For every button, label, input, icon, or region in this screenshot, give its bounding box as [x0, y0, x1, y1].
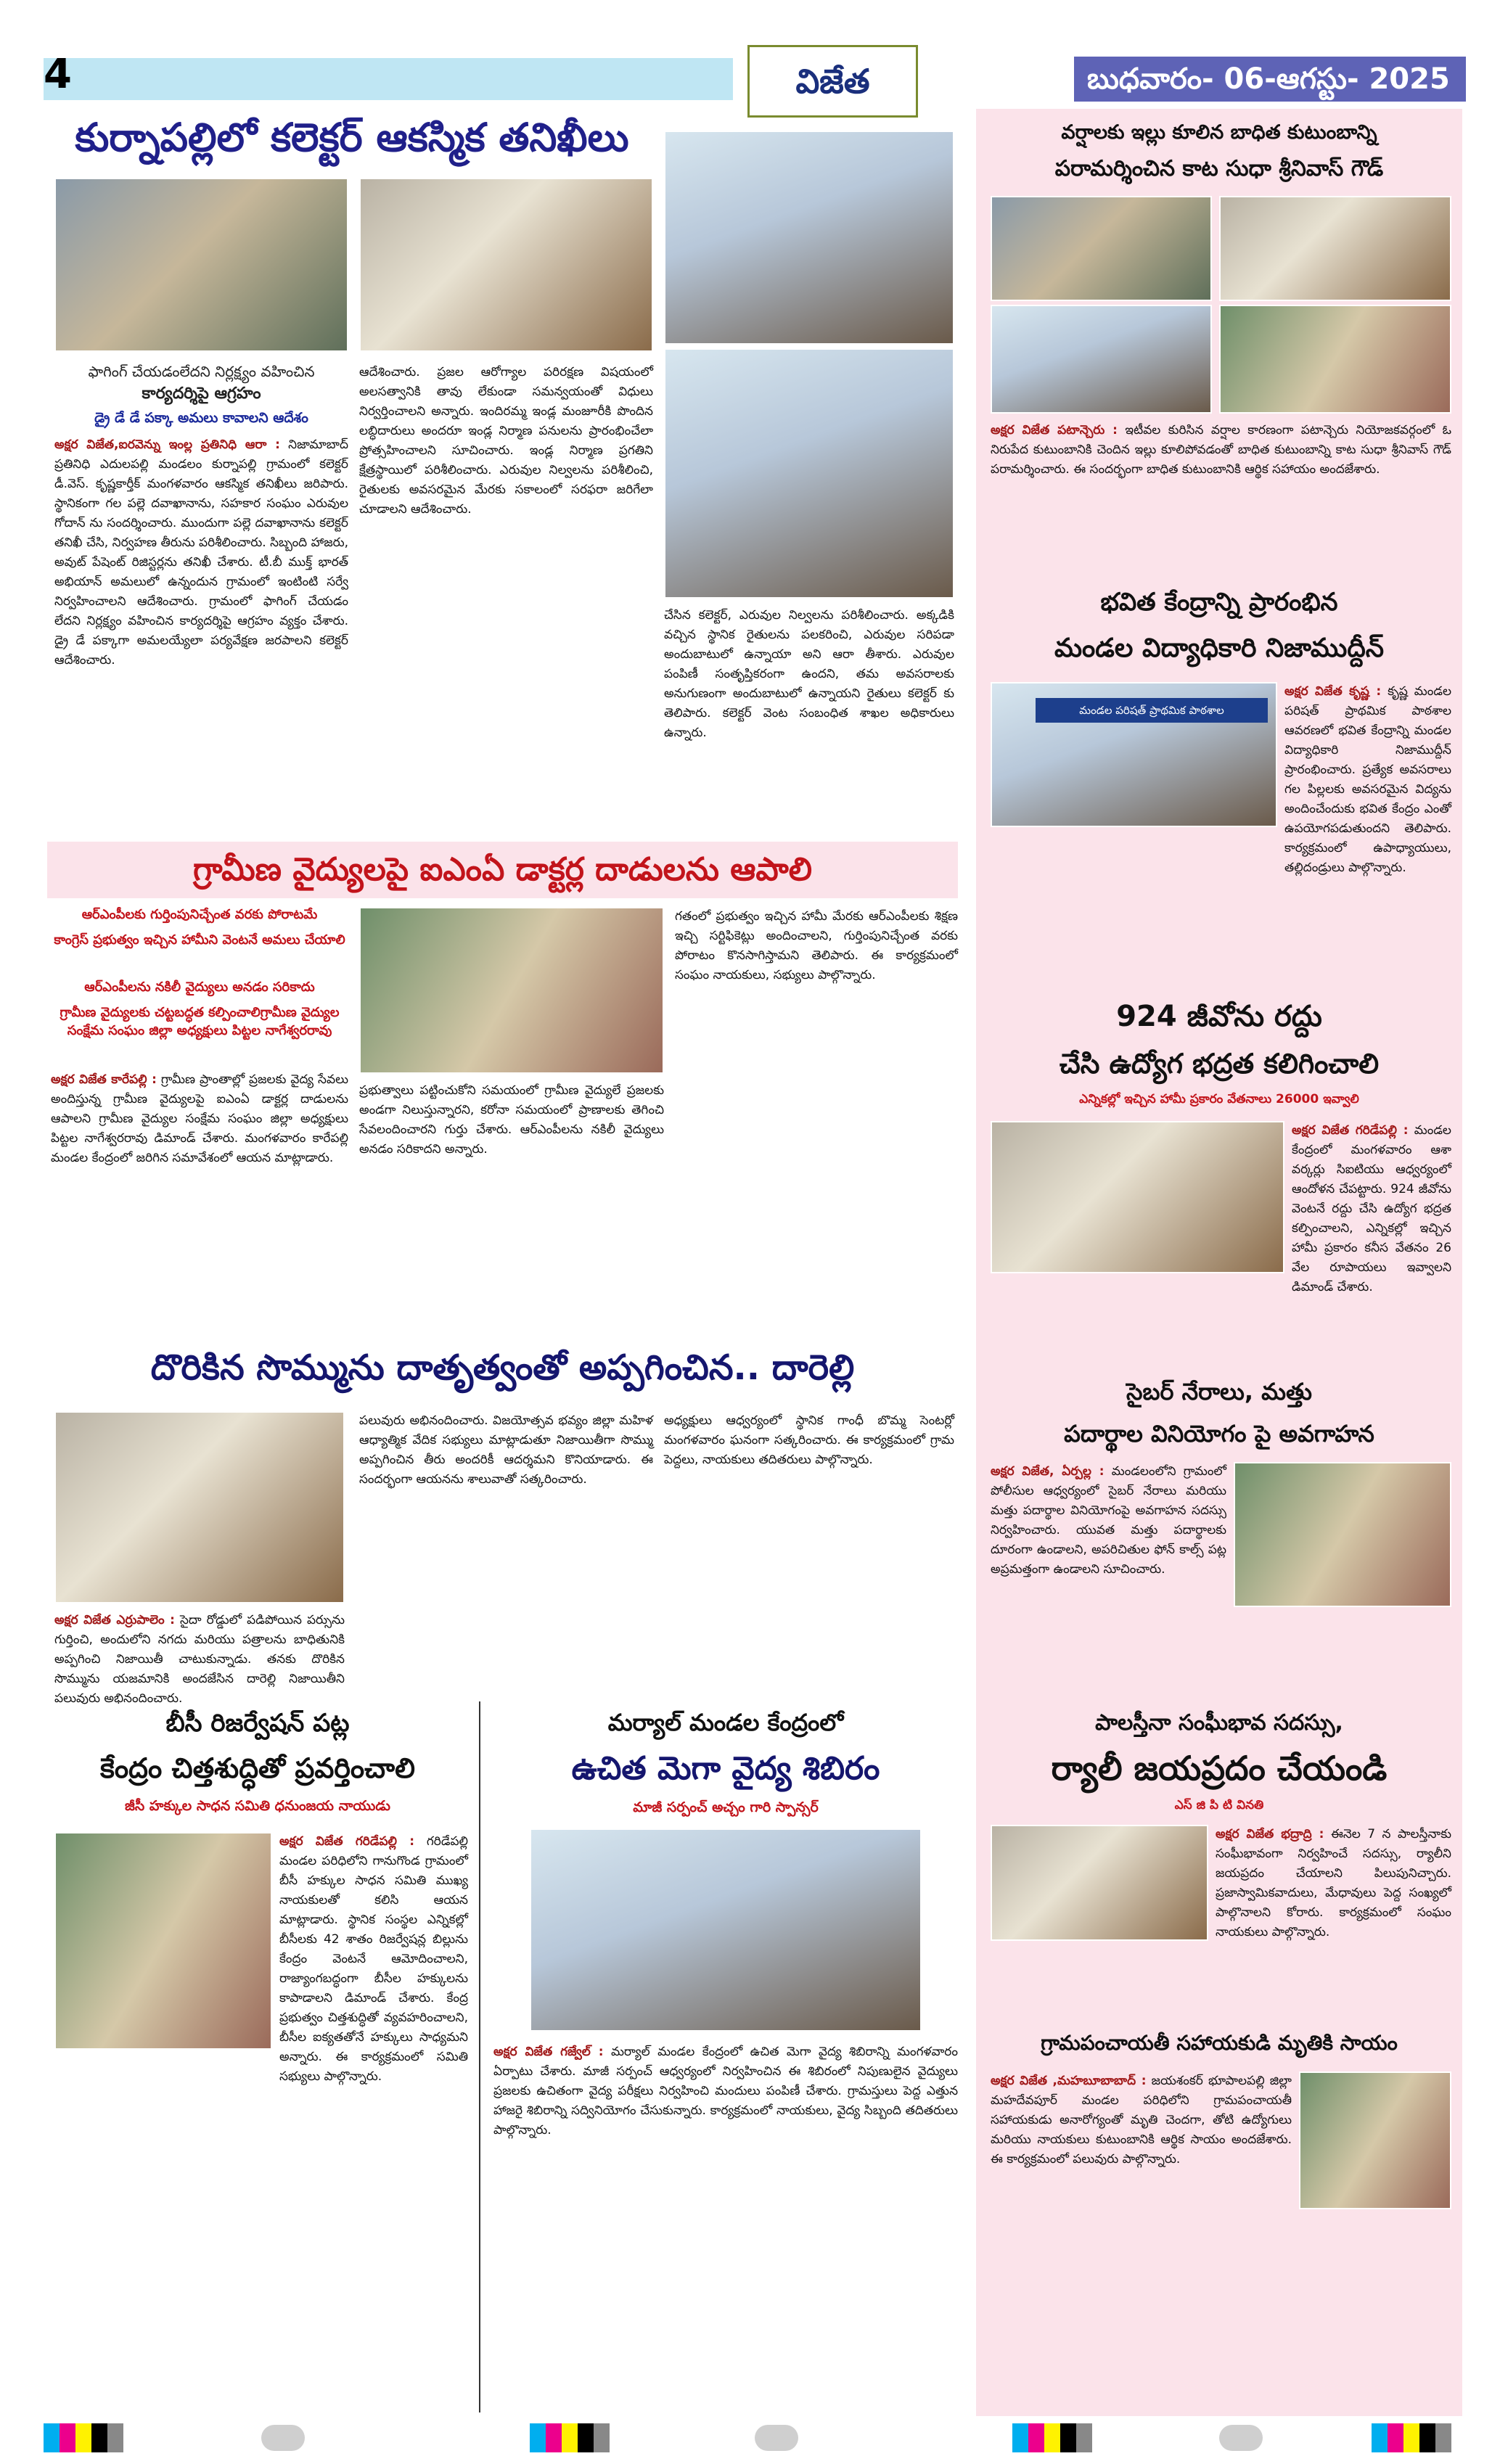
story2-sub-4: గ్రామీణ వైద్యులకు చట్టబద్ధత కల్పించాలిగ్రామీణ వైద్యుల సంక్షేమ సంఘం జిల్లా అధ్యక్షులు పిట్టల నాగేశ్వరరావు [60, 1005, 340, 1038]
story2-sub-1: ఆర్ఎంపీలకు గుర్తింపునిచ్చేంత వరకు పోరాటమే [81, 907, 318, 922]
right6-body [991, 2071, 1292, 2405]
header-band [44, 58, 733, 100]
right4-body [991, 1462, 1226, 1701]
story-divider [479, 1701, 480, 2412]
reg-yellow [1403, 2423, 1419, 2452]
story3-photo [54, 1411, 345, 1603]
reg-black [91, 2423, 107, 2452]
right6-headline: గ్రామపంచాయతీ సహాయకుడి మృతికి సాయం [1041, 2031, 1398, 2055]
story5-photo [530, 1828, 922, 2032]
story4-headline-2: కేంద్రం చిత్తశుద్ధితో ప్రవర్తించాలి [100, 1752, 415, 1784]
reg-grey [594, 2423, 610, 2452]
right3-byline: అక్షర విజేత గరిడేపల్లి : [1292, 1123, 1409, 1138]
story2-sub-3: ఆర్ఎంపీలను నకిలీ వైద్యులు అనడం సరికాదు [84, 980, 315, 995]
story2-col1 [51, 1070, 348, 1324]
story5-body-text: మర్యాల్ మండల కేంద్రంలో ఉచిత మెగా వైద్య శిబిరాన్ని మంగళవారం ఏర్పాటు చేశారు. మాజీ సర్పంచ్ ఆధ్వర్యంలో నిర్వహించిన ఈ శిబిరంలో నిపుణులైన వైద్యులు ప్రజలకు ఉచితంగా వైద్య పరీక్షలు నిర్వహించి మందులు పంపిణీ చేశారు. గ్రామస్తులు పెద్ద ఎత్తున హాజరై శిబిరాన్ని సద్వినియోగం చేసుకున్నారు. కార్యక్రమంలో నాయకులు, వైద్య సిబ్బంది తదితరులు పాల్గొన్నారు. [493, 2045, 958, 2137]
story1-col1-text: నిజామాబాద్ ప్రతినిధి ఎదులపల్లి మండలం కుర్నాపల్లి గ్రామంలో కలెక్టర్ డీ.వెస్. కృష్ణకార్తీక్ మంగళవారం ఆకస్మిక తనిఖీలు జరిపారు. స్థానికంగా గల పల్లె దవాఖానాను, సహకార సంఘం ఎరువుల గోదాన్ ను సందర్శించారు. ముందుగా పల్లె దవాఖానాను కలెక్టర్ తనిఖీ చేసి, నిర్వహణ తీరును పరిశీలించారు. సిబ్బంది హాజరు, అవుట్ పేషెంట్ రిజిస్టర్లను తనిఖీ చేశారు. టీ.బీ ముక్త్ భారత్ అభియాన్ అమలులో ఉన్నందున గ్రామంలో ఇంటింటి సర్వే నిర్వహించాలని ఆదేశించారు. గ్రామంలో ఫాగింగ్ చేయడం లేదని నిర్లక్ష్యం వహించిన కార్యదర్శిపై ఆగ్రహం వ్యక్తం చేశారు. డ్రై డే పక్కాగా అమలయ్యేలా పర్యవేక్షణ జరపాలని కలెక్టర్ ఆదేశించారు. [54, 438, 348, 668]
right2-body-text: కృష్ణ మండల పరిషత్ ప్రాథమిక పాఠశాల ఆవరణలో భవిత కేంద్రాన్ని మండల విద్యాధికారి నిజాముద్దీన్ ప్రారంభించారు. ప్రత్యేక అవసరాలు గల పిల్లలకు అవసరమైన విద్యను అందించేందుకు భవిత కేంద్రం ఎంతో ఉపయోగపడుతుందని తెలిపారు. కార్యక్రమంలో ఉపాధ్యాయులు, తల్లిదండ్రులు పాల్గొన్నారు. [1284, 684, 1451, 875]
story2-sub-2: కాంగ్రెస్ ప్రభుత్వం ఇచ్చిన హామీని వెంటనే అమలు చేయాలి [54, 932, 345, 948]
story1-col3: చేసిన కలెక్టర్, ఎరువుల నిల్వలను పరిశీలించారు. అక్కడికి వచ్చిన స్థానిక రైతులను పలకరించి, ఎరువుల సరిపడా అందుబాటులో ఉన్నాయా అని ఆరా తీశారు. ఎరువుల పంపిణీ సంతృప్తికరంగా ఉందని, తమ అవసరాలకు అనుగుణంగా అందుబాటులో ఉన్నాయని రైతులు కలెక్టర్ కు తెలిపారు. కలెక్టర్ వెంట సంబంధిత శాఖల అధికారులు ఉన్నారు. [664, 608, 954, 740]
right3-sub: ఎన్నికల్లో ఇచ్చిన హామీ ప్రకారం వేతనాలు 26000 ఇవ్వాలి [1079, 1092, 1359, 1106]
right4-photo [1234, 1462, 1451, 1607]
story1-headline: కుర్నాపల్లిలో కలెక్టర్ ఆకస్మిక తనిఖీలు [75, 115, 629, 160]
story1-subhead: డ్రై డే డే పక్కా అమలు కావాలని ఆదేశం [94, 410, 308, 426]
story3-col2: పలువురు అభినందించారు. విజయోత్సవ భవ్యం జిల్లా మహిళ ఆధ్యాత్మిక వేదిక సభ్యులు మాట్లాడుతూ నిజాయితీగా సొమ్ము అప్పగించిన తీరు అందరికీ ఆదర్శమని కొనియాడారు. ఈ సందర్భంగా ఆయనను శాలువాతో సత్కరించారు. [359, 1413, 653, 1487]
right5-photo [991, 1825, 1208, 1941]
right1-byline: అక్షర విజేత పటాన్చెరు : [991, 423, 1118, 438]
story3-byline: అక్షర విజేత ఎర్రుపాలెం : [54, 1613, 175, 1627]
right2-banner: మండల పరిషత్ ప్రాథమిక పాఠశాల [1036, 698, 1268, 723]
right4-body-text: మండలంలోని గ్రామంలో పోలీసుల ఆధ్వర్యంలో సైబర్ నేరాలు మరియు మత్తు పదార్థాల వినియోగంపై అవగాహన సదస్సు నిర్వహించారు. యువత మత్తు పదార్థాలకు దూరంగా ఉండాలని, అపరిచితుల ఫోన్ కాల్స్ పట్ల అప్రమత్తంగా ఉండాలని సూచించారు. [991, 1464, 1227, 1577]
reg-cyan [1012, 2423, 1028, 2452]
reg-black [578, 2423, 594, 2452]
right1-photo-2 [1219, 196, 1451, 301]
story4-body-text: గరిడేపల్లి మండల పరిధిలోని గానుగొండ గ్రామంలో బీసీ హక్కుల సాధన సమితి ముఖ్య నాయకులతో కలిసి ఆయన మాట్లాడారు. స్థానిక సంస్థల ఎన్నికల్లో బీసీలకు 42 శాతం రిజర్వేషన్ల బిల్లును కేంద్రం వెంటనే ఆమోదించాలని, రాజ్యాంగబద్ధంగా బీసీల హక్కులను కాపాడాలని డిమాండ్ చేశారు. కేంద్ర ప్రభుత్వం చిత్తశుద్ధితో వ్యవహరించాలని, బీసీల ఐక్యతతోనే హక్కులు సాధ్యమని అన్నారు. ఈ కార్యక్రమంలో సమితి సభ్యులు పాల్గొన్నారు. [279, 1834, 468, 2084]
page-number: 4 [44, 51, 72, 98]
right2-byline: అక్షర విజేత కృష్ణ : [1284, 684, 1382, 699]
story4-body [279, 1832, 468, 2412]
reg-magenta [60, 2423, 75, 2452]
right3-body-text: మండల కేంద్రంలో మంగళవారం ఆశా వర్కర్లు సిఐటియు ఆధ్వర్యంలో ఆందోళన చేపట్టారు. 924 జీవోను వెంటనే రద్దు చేసి ఉద్యోగ భద్రత కల్పించాలని, ఎన్నికల్లో ఇచ్చిన హామీ ప్రకారం కనీస వేతనం 26 వేల రూపాయలు ఇవ్వాలని డిమాండ్ చేశారు. [1292, 1123, 1451, 1294]
reg-magenta [546, 2423, 562, 2452]
masthead-logo: విజేత [747, 45, 918, 118]
story2-col2: ప్రభుత్వాలు పట్టించుకోని సమయంలో గ్రామీణ వైద్యులే ప్రజలకు అండగా నిలుస్తున్నారని, కరోనా సమయంలో ప్రాణాలకు తెగించి సేవలందించారని గుర్తు చేశారు. ఆర్ఎంపీలను నకిలీ వైద్యులు అనడం సరికాదని అన్నారు. [359, 1083, 664, 1157]
right3-headline-2: చేసి ఉద్యోగ భద్రత కలిగించాలి [1059, 1048, 1380, 1080]
reg-magenta [1388, 2423, 1403, 2452]
story5-body [493, 2042, 958, 2412]
story2-col1-text: గ్రామీణ ప్రాంతాల్లో ప్రజలకు వైద్య సేవలు అందిస్తున్న గ్రామీణ వైద్యులపై ఐఎంఏ డాక్టర్ల దాడులను ఆపాలని గ్రామీణ వైద్యుల సంక్షేమ సంఘం జిల్లా అధ్యక్షులు పిట్టల నాగేశ్వరరావు డిమాండ్ చేశారు. మంగళవారం కారేపల్లి మండల కేంద్రంలో జరిగిన సమావేశంలో ఆయన మాట్లాడారు. [51, 1072, 349, 1165]
right5-sub: ఎస్ జి పి టి వినతి [1174, 1798, 1264, 1812]
right4-headline: సైబర్ నేరాలు, మత్తు [1126, 1378, 1312, 1405]
story3-col3: అధ్యక్షులు ఆధ్వర్యంలో స్థానిక గాంధీ బొమ్మ సెంటర్లో మంగళవారం ఘనంగా సత్కరించారు. ఈ కార్యక్రమంలో గ్రామ పెద్దలు, నాయకులు తదితరులు పాల్గొన్నారు. [664, 1413, 954, 1467]
story4-byline: అక్షర విజేత గరిడేపల్లి : [279, 1834, 415, 1849]
story4-photo [54, 1832, 272, 2050]
story3-col1 [54, 1611, 345, 1706]
registration-marks-2 [530, 2423, 639, 2452]
right5-headline-2: ర్యాలీ జయప్రదం చేయండి [1051, 1749, 1388, 1788]
right6-photo [1299, 2071, 1451, 2209]
reg-yellow [1044, 2423, 1060, 2452]
right1-headline-2: పరామర్శించిన కాట సుధా శ్రీనివాస్ గౌడ్ [1054, 156, 1384, 181]
story5-sub: మాజీ సర్పంచ్ అచ్చం గారి స్పాన్సర్ [633, 1799, 819, 1815]
reg-yellow [562, 2423, 578, 2452]
story2-byline: అక్షర విజేత కారేపల్లి : [51, 1072, 157, 1087]
registration-pill-2 [755, 2425, 798, 2451]
story2-photo [359, 907, 664, 1074]
story2-col3: గతంలో ప్రభుత్వం ఇచ్చిన హామీ మేరకు ఆర్ఎంపీలకు శిక్షణ ఇచ్చి సర్టిఫికెట్లు అందించాలని, గుర్తింపునిచ్చేంత వరకు పోరాటం కొనసాగిస్తామని తెలిపారు. ఈ కార్యక్రమంలో సంఘం నాయకులు, సభ్యులు పాల్గొన్నారు. [675, 909, 958, 982]
reg-grey [1076, 2423, 1092, 2452]
reg-yellow [75, 2423, 91, 2452]
story1-byline: అక్షర విజేత,ఐరవెన్ను ఇంల్ల ప్రతినిధి ఆరా : [54, 438, 280, 452]
story5-byline: అక్షర విజేత గజ్వేల్ : [493, 2045, 604, 2059]
story3-headline: దొరికిన సొమ్మును దాతృత్వంతో అప్పగించిన.. దారెల్లి [150, 1347, 855, 1388]
right4-headline-2: పదార్థాల వినియోగం పై అవగాహన [1064, 1420, 1374, 1447]
registration-pill-1 [261, 2425, 305, 2451]
right6-body-text: జయశంకర్ భూపాలపల్లి జిల్లా మహదేవపూర్ మండల పరిధిలోని గ్రామపంచాయతీ సహాయకుడు అనారోగ్యంతో మృతి చెందగా, తోటి ఉద్యోగులు మరియు నాయకులు కుటుంబానికి ఆర్థిక సాయం అందజేశారు. ఈ కార్యక్రమంలో పలువురు పాల్గొన్నారు. [991, 2074, 1292, 2167]
registration-marks-1 [44, 2423, 152, 2452]
registration-pill-3 [1219, 2425, 1263, 2451]
story1-photo-3 [664, 131, 954, 345]
right1-body-text: ఇటీవల కురిసిన వర్షాల కారణంగా పటాన్చెరు నియోజకవర్గంలో ఓ నిరుపేద కుటుంబానికి చెందిన ఇల్లు కూలిపోవడంతో బాధిత కుటుంబాన్ని కాట సుధా శ్రీనివాస్ గౌడ్ పరామర్శించారు. ఈ సందర్భంగా బాధిత కుటుంబానికి ఆర్థిక సహాయం అందజేశారు. [991, 423, 1451, 477]
right5-body-text: ఈనెల 7 న పాలస్తీనాకు సంఘీభావంగా నిర్వహించే సదస్సు, ర్యాలీని జయప్రదం చేయాలని పిలుపునిచ్చారు. ప్రజాస్వామికవాదులు, మేధావులు పెద్ద సంఖ్యలో పాల్గొనాలని కోరారు. కార్యక్రమంలో సంఘం నాయకులు పాల్గొన్నారు. [1216, 1827, 1452, 1939]
reg-cyan [1372, 2423, 1388, 2452]
right1-photo-1 [991, 196, 1212, 301]
story1-caption-2: కార్యదర్శిపై ఆగ్రహం [142, 385, 261, 403]
right1-photo-4 [991, 305, 1212, 414]
right3-headline: 924 జీవోను రద్దు [1116, 1000, 1322, 1033]
story1-caption: ఫాగింగ్ చేయడంలేదని నిర్లక్ష్యం వహించిన [88, 363, 315, 380]
right3-photo [991, 1121, 1284, 1273]
reg-cyan [530, 2423, 546, 2452]
story1-photo-1 [54, 178, 348, 352]
reg-cyan [44, 2423, 60, 2452]
story1-col2: ఆదేశించారు. ప్రజల ఆరోగ్యాల పరిరక్షణ విషయంలో అలసత్వానికి తావు లేకుండా సమన్వయంతో విధులు నిర్వర్తించాలని అన్నారు. ఇందిరమ్మ ఇండ్ల మంజూరీకి పొందిన లబ్ధిదారులు అందరూ ఇండ్ల నిర్మాణ పనులను ప్రారంభించేలా ప్రోత్సహించాలని సూచించారు. ఇండ్ల నిర్మాణ ప్రగతిని క్షేత్రస్థాయిలో పరిశీలించారు. ఎరువుల నిల్వలను పరిశీలించి, రైతులకు అవసరమైన మేరకు సకాలంలో సరఫరా జరిగేలా చూడాలని ఆదేశించారు. [359, 365, 653, 517]
date-banner: బుధవారం- 06-ఆగస్టు- 2025 [1074, 57, 1466, 102]
right3-body [1292, 1121, 1451, 1360]
story2-headline: గ్రామీణ వైద్యులపై ఐఎంఏ డాక్టర్ల దాడులను ఆపాలి [192, 851, 813, 888]
right2-headline-2: మండల విద్యాధికారి నిజాముద్దీన్ [1054, 633, 1385, 663]
right4-byline: అక్షర విజేత, ఏర్పల్ల : [991, 1464, 1104, 1479]
story3-col1-text: సైదా రోడ్డులో పడిపోయిన పర్సును గుర్తించి, అందులోని నగదు మరియు పత్రాలను బాధితునికి అప్పగించి నిజాయితీ చాటుకున్నాడు. తనకు దొరికిన సొమ్మును యజమానికి అందజేసిన దారెల్లి నిజాయితీని పలువురు అభినందించారు. [54, 1613, 345, 1706]
reg-grey [1435, 2423, 1451, 2452]
reg-black [1060, 2423, 1076, 2452]
right5-body [1216, 1825, 1451, 2013]
registration-marks-3 [1012, 2423, 1121, 2452]
right2-body [1284, 682, 1451, 987]
right2-photo [991, 682, 1277, 827]
story1-photo-4 [664, 348, 954, 599]
right1-headline: వర్షాలకు ఇల్లు కూలిన బాధిత కుటుంబాన్ని [1061, 121, 1377, 144]
registration-marks-4 [1372, 2423, 1480, 2452]
story4-headline: బీసీ రిజర్వేషన్ పట్ల [165, 1709, 350, 1738]
right2-headline: భవిత కేంద్రాన్ని ప్రారంభిన [1100, 588, 1338, 617]
story1-col1 [54, 435, 348, 834]
reg-grey [107, 2423, 123, 2452]
right1-body [991, 421, 1451, 577]
right5-byline: అక్షర విజేత భద్రాద్రి : [1216, 1827, 1324, 1841]
reg-black [1419, 2423, 1435, 2452]
story1-photo-2 [359, 178, 653, 352]
story5-headline-2: ఉచిత మెగా వైద్య శిబిరం [571, 1750, 880, 1787]
reg-magenta [1028, 2423, 1044, 2452]
story5-headline: మర్యాల్ మండల కేంద్రంలో [607, 1709, 844, 1736]
story4-sub: జీసీ హక్కుల సాధన సమితి ధనుంజయ నాయుడు [125, 1798, 390, 1814]
right6-byline: అక్షర విజేత ,మహబూబాబాద్ : [991, 2074, 1147, 2088]
right5-headline: పాలస్తీనా సంఘీభావ సదస్సు, [1095, 1710, 1343, 1736]
right1-photo-3 [1219, 305, 1451, 414]
